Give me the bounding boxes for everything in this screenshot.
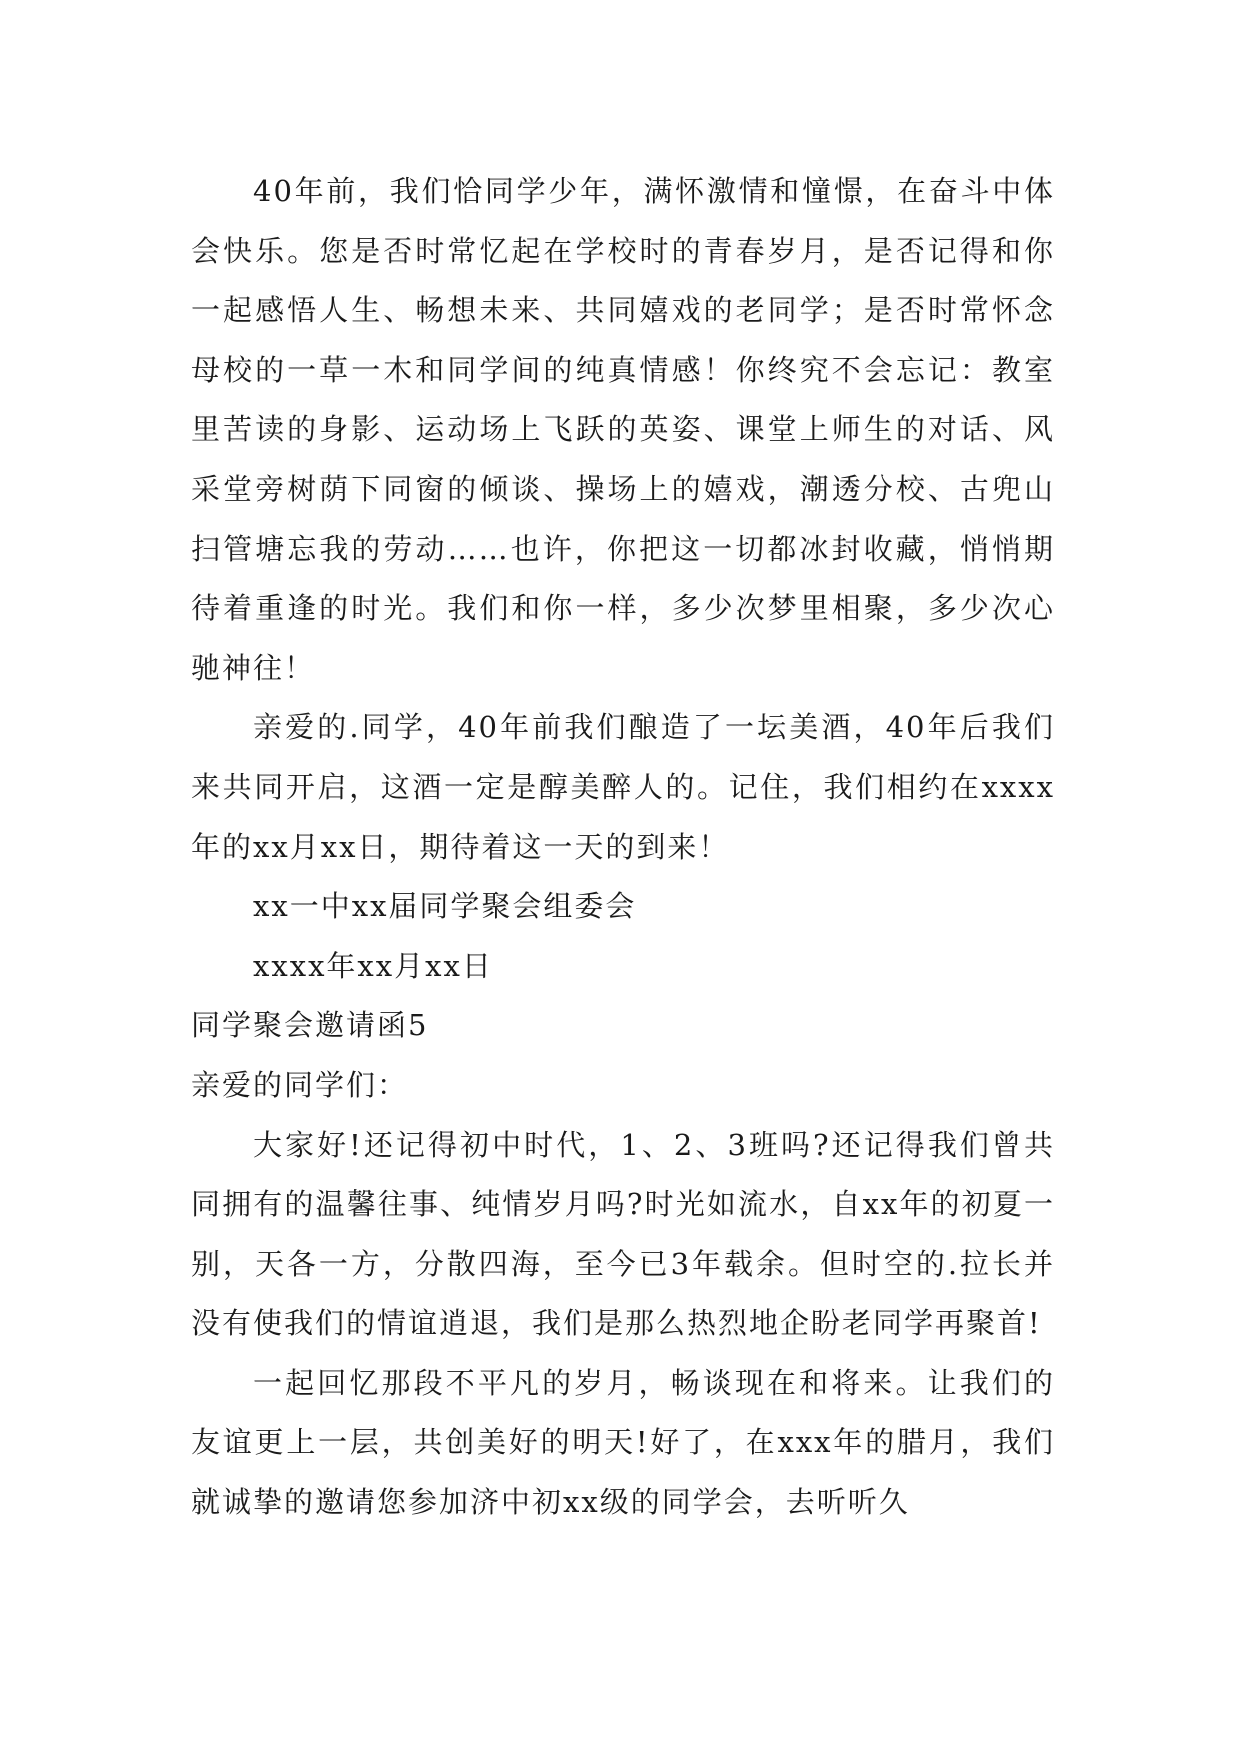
paragraph-reunion-invite: 亲爱的.同学，40年前我们酿造了一坛美酒，40年后我们来共同开启，这酒一定是醇美醉人的。记住，我们相约在xxxx年的xx月xx日，期待着这一天的到来！ (191, 710, 1055, 864)
paragraph-memories: 40年前，我们恰同学少年，满怀激情和憧憬，在奋斗中体会快乐。您是否时常忆起在学校时的青春岁月，是否记得和你一起感悟人生、畅想未来、共同嬉戏的老同学；是否时常怀念母校的一草一木和同学间的纯真情感！你终究不会忘记：教室里苦读的身影、运动场上飞跃的英姿、课堂上师生的对话、风采堂旁树荫下同窗的倾谈、操场上的嬉戏，潮透分校、古兜山扫管塘忘我的劳动……也许，你把这一切都冰封收藏，悄悄期待着重逢的时光。我们和你一样，多少次梦里相聚，多少次心驰神往！ (191, 174, 1055, 685)
paragraph-invitation: 一起回忆那段不平凡的岁月，畅谈现在和将来。让我们的友谊更上一层，共创美好的明天!好了，在xxx年的腊月，我们就诚挚的邀请您参加济中初xx级的同学会，去听听久 (191, 1365, 1055, 1520)
signature-committee: xx一中xx届同学聚会组委会 (253, 889, 637, 924)
section-title: 同学聚会邀请函5 (191, 1008, 429, 1043)
salutation: 亲爱的同学们： (191, 1067, 409, 1102)
paragraph-greeting: 大家好!还记得初中时代，1、2、3班吗?还记得我们曾共同拥有的温馨往事、纯情岁月吗?时光如流水，自xx年的初夏一别，天各一方，分散四海，至今已3年载余。但时空的.拉长并没有使我们的情谊逍退，我们是那么热烈地企盼老同学再聚首! (191, 1127, 1055, 1341)
signature-date: xxxx年xx月xx日 (253, 948, 493, 983)
